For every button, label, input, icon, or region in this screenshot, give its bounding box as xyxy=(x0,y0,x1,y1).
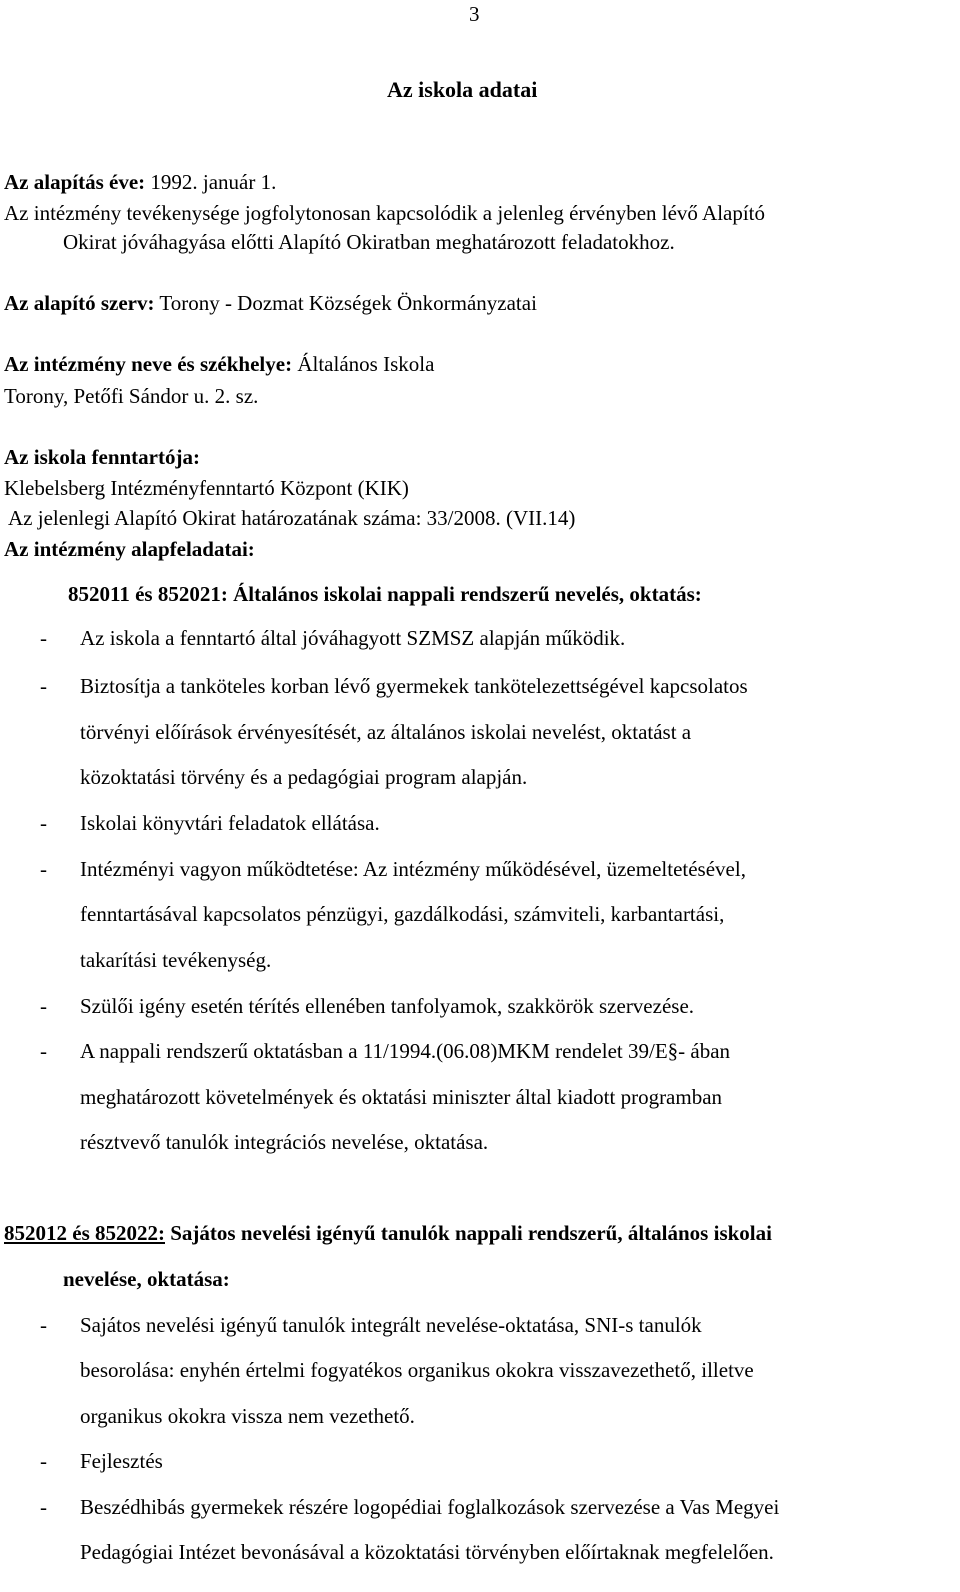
section2-title: Sajátos nevelési igényű tanulók nappali rendszerű, általános iskolai xyxy=(165,1221,772,1245)
founding-note-line: Az intézmény tevékenysége jogfolytonosan kapcsolódik a jelenleg érvényben lévő Alapító xyxy=(4,201,766,225)
list-dash: - xyxy=(40,626,47,650)
list-dash: - xyxy=(40,994,47,1018)
founding-value: 1992. január 1. xyxy=(145,170,277,194)
list-item-line: Biztosítja a tanköteles korban lévő gyermekek tankötelezettségével kapcsolatos xyxy=(80,674,748,698)
list-dash: - xyxy=(40,1313,47,1337)
list-dash: - xyxy=(40,674,47,698)
section1-code: 852011 és 852021: xyxy=(68,582,228,606)
list-item-line: Sajátos nevelési igényű tanulók integrált nevelése-oktatása, SNI-s tanulók xyxy=(80,1313,702,1337)
section2-code: 852012 és 852022: xyxy=(4,1221,165,1245)
list-dash: - xyxy=(40,811,47,835)
founder-label: Az alapító szerv: xyxy=(4,291,155,315)
section1-title: Általános iskolai nappali rendszerű nevelés, oktatás: xyxy=(227,582,702,606)
list-item-line: Iskolai könyvtári feladatok ellátása. xyxy=(80,811,380,835)
institution-value: Általános Iskola xyxy=(292,352,435,376)
list-dash: - xyxy=(40,857,47,881)
list-item-line: törvényi előírások érvényesítését, az általános iskolai nevelést, oktatást a xyxy=(80,720,692,744)
founder-line xyxy=(4,291,537,316)
institution-label: Az intézmény neve és székhelye: xyxy=(4,352,293,376)
section2-heading xyxy=(4,1221,772,1246)
founder-value: Torony - Dozmat Községek Önkormányzatai xyxy=(154,291,537,315)
maintainer-label: Az iskola fenntartója: xyxy=(4,445,200,469)
list-dash: - xyxy=(40,1495,47,1519)
founding-line xyxy=(4,170,276,195)
list-item-line: közoktatási törvény és a pedagógiai program alapján. xyxy=(80,765,528,789)
list-item-line: Szülői igény esetén térítés ellenében tanfolyamok, szakkörök szervezése. xyxy=(80,994,695,1018)
section1-heading xyxy=(68,582,702,607)
list-item-line: organikus okokra vissza nem vezethető. xyxy=(80,1404,415,1428)
founding-label: Az alapítás éve: xyxy=(4,170,146,194)
deed-number: Az jelenlegi Alapító Okirat határozatának száma: 33/2008. (VII.14) xyxy=(8,506,576,530)
institution-line xyxy=(4,352,434,377)
list-item-line: Intézményi vagyon működtetése: Az intézmény működésével, üzemeltetésével, xyxy=(80,857,746,881)
list-item-line: meghatározott követelmények és oktatási miniszter által kiadott programban xyxy=(80,1085,723,1109)
list-item-line: Pedagógiai Intézet bevonásával a közoktatási törvényben előírtaknak megfelelően. xyxy=(80,1540,774,1564)
list-item-line: résztvevő tanulók integrációs nevelése, oktatása. xyxy=(80,1130,489,1154)
section2-title-cont: nevelése, oktatása: xyxy=(63,1267,230,1291)
tasks-heading: Az intézmény alapfeladatai: xyxy=(4,537,255,561)
list-item-line: besorolása: enyhén értelmi fogyatékos organikus okokra visszavezethető, illetve xyxy=(80,1358,754,1382)
list-item-line: Beszédhibás gyermekek részére logopédiai foglalkozások szervezése a Vas Megyei xyxy=(80,1495,780,1519)
list-item-line: Az iskola a fenntartó által jóváhagyott SZMSZ alapján működik. xyxy=(80,626,626,650)
list-item-line: Fejlesztés xyxy=(80,1449,163,1473)
list-dash: - xyxy=(40,1039,47,1063)
list-dash: - xyxy=(40,1449,47,1473)
list-item-line: fenntartásával kapcsolatos pénzügyi, gazdálkodási, számviteli, karbantartási, xyxy=(80,902,725,926)
page-number: 3 xyxy=(469,2,480,26)
founding-note-line: Okirat jóváhagyása előtti Alapító Okiratban meghatározott feladatokhoz. xyxy=(63,230,675,254)
maintainer-value: Klebelsberg Intézményfenntartó Központ (KIK) xyxy=(4,476,409,500)
page-title: Az iskola adatai xyxy=(387,77,538,102)
list-item-line: A nappali rendszerű oktatásban a 11/1994.(06.08)MKM rendelet 39/E§- ában xyxy=(80,1039,731,1063)
list-item-line: takarítási tevékenység. xyxy=(80,948,272,972)
institution-address: Torony, Petőfi Sándor u. 2. sz. xyxy=(4,384,259,408)
